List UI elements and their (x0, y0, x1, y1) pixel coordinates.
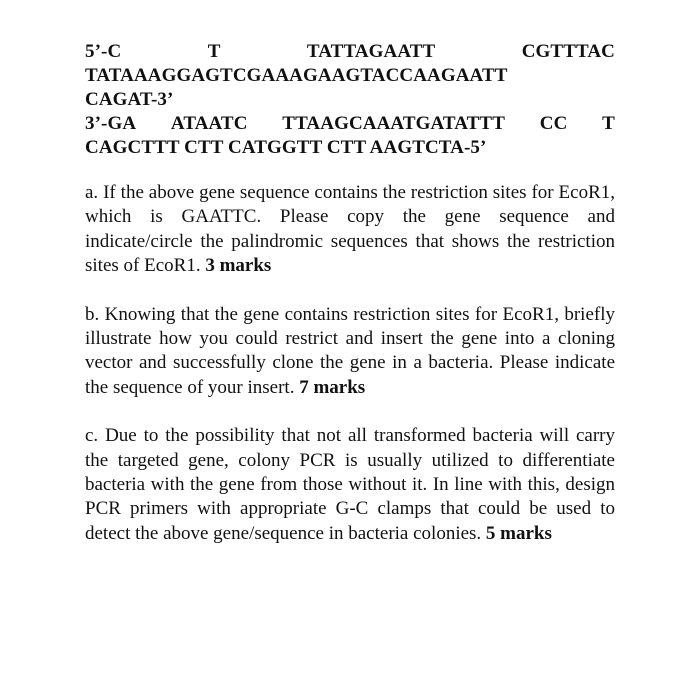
question-c-text: c. Due to the possibility that not all transformed bacteria will carry the targeted gene, colony PCR is usually utilized to differentiate bacteria with the gene from those without it. In line with this, design PCR primers with appropriate G-C clamps that could be used to detect the above gene/sequence in bacteria colonies. (85, 425, 615, 544)
sequence-line-4-part-1: 3’-GA (85, 113, 137, 134)
sequence-line-5: CAGCTTT CTT CATGGTT CTT AAGTCTA-5’ (85, 137, 487, 158)
question-c (85, 424, 615, 546)
sequence-line-4-part-3: TTAAGCAAATGATATTT (282, 113, 505, 134)
sequence-line-1 (85, 40, 615, 64)
question-b-marks: 7 marks (299, 376, 366, 398)
sequence-line-1-part-3: TATTAGAATT (306, 41, 436, 62)
sequence-line-1-part-4: CGTTTAC (521, 41, 615, 62)
question-a (85, 181, 615, 279)
sequence-line-3: CAGAT-3’ (85, 89, 174, 110)
sequence-line-4-part-5: T (602, 113, 615, 134)
sequence-line-1-part-1: 5’-C (85, 41, 122, 62)
question-b-text: b. Knowing that the gene contains restriction sites for EcoR1, briefly illustrate how you could restrict and insert the gene into a cloning vector and successfully clone the gene in a bacteria. Please indicate the sequence of your insert. (85, 303, 615, 398)
sequence-line-4-part-4: CC (539, 113, 568, 134)
question-a-text: a. If the above gene sequence contains the restriction sites for EcoR1, which is GAATTC. Please copy the gene sequence and indicate/circle the palindromic sequences that shows the restriction sites of EcoR1. (85, 182, 615, 277)
question-a-marks: 3 marks (205, 255, 272, 277)
dna-sequence (85, 40, 615, 160)
sequence-line-2: TATAAAGGAGTCGAAAGAAGTACCAAGAATT (85, 65, 508, 86)
question-b (85, 303, 615, 401)
question-c-marks: 5 marks (485, 522, 552, 544)
sequence-line-4-part-2: ATAATC (170, 113, 248, 134)
sequence-line-4 (85, 112, 615, 136)
sequence-line-1-part-2: T (207, 41, 221, 62)
document-page (85, 40, 615, 546)
